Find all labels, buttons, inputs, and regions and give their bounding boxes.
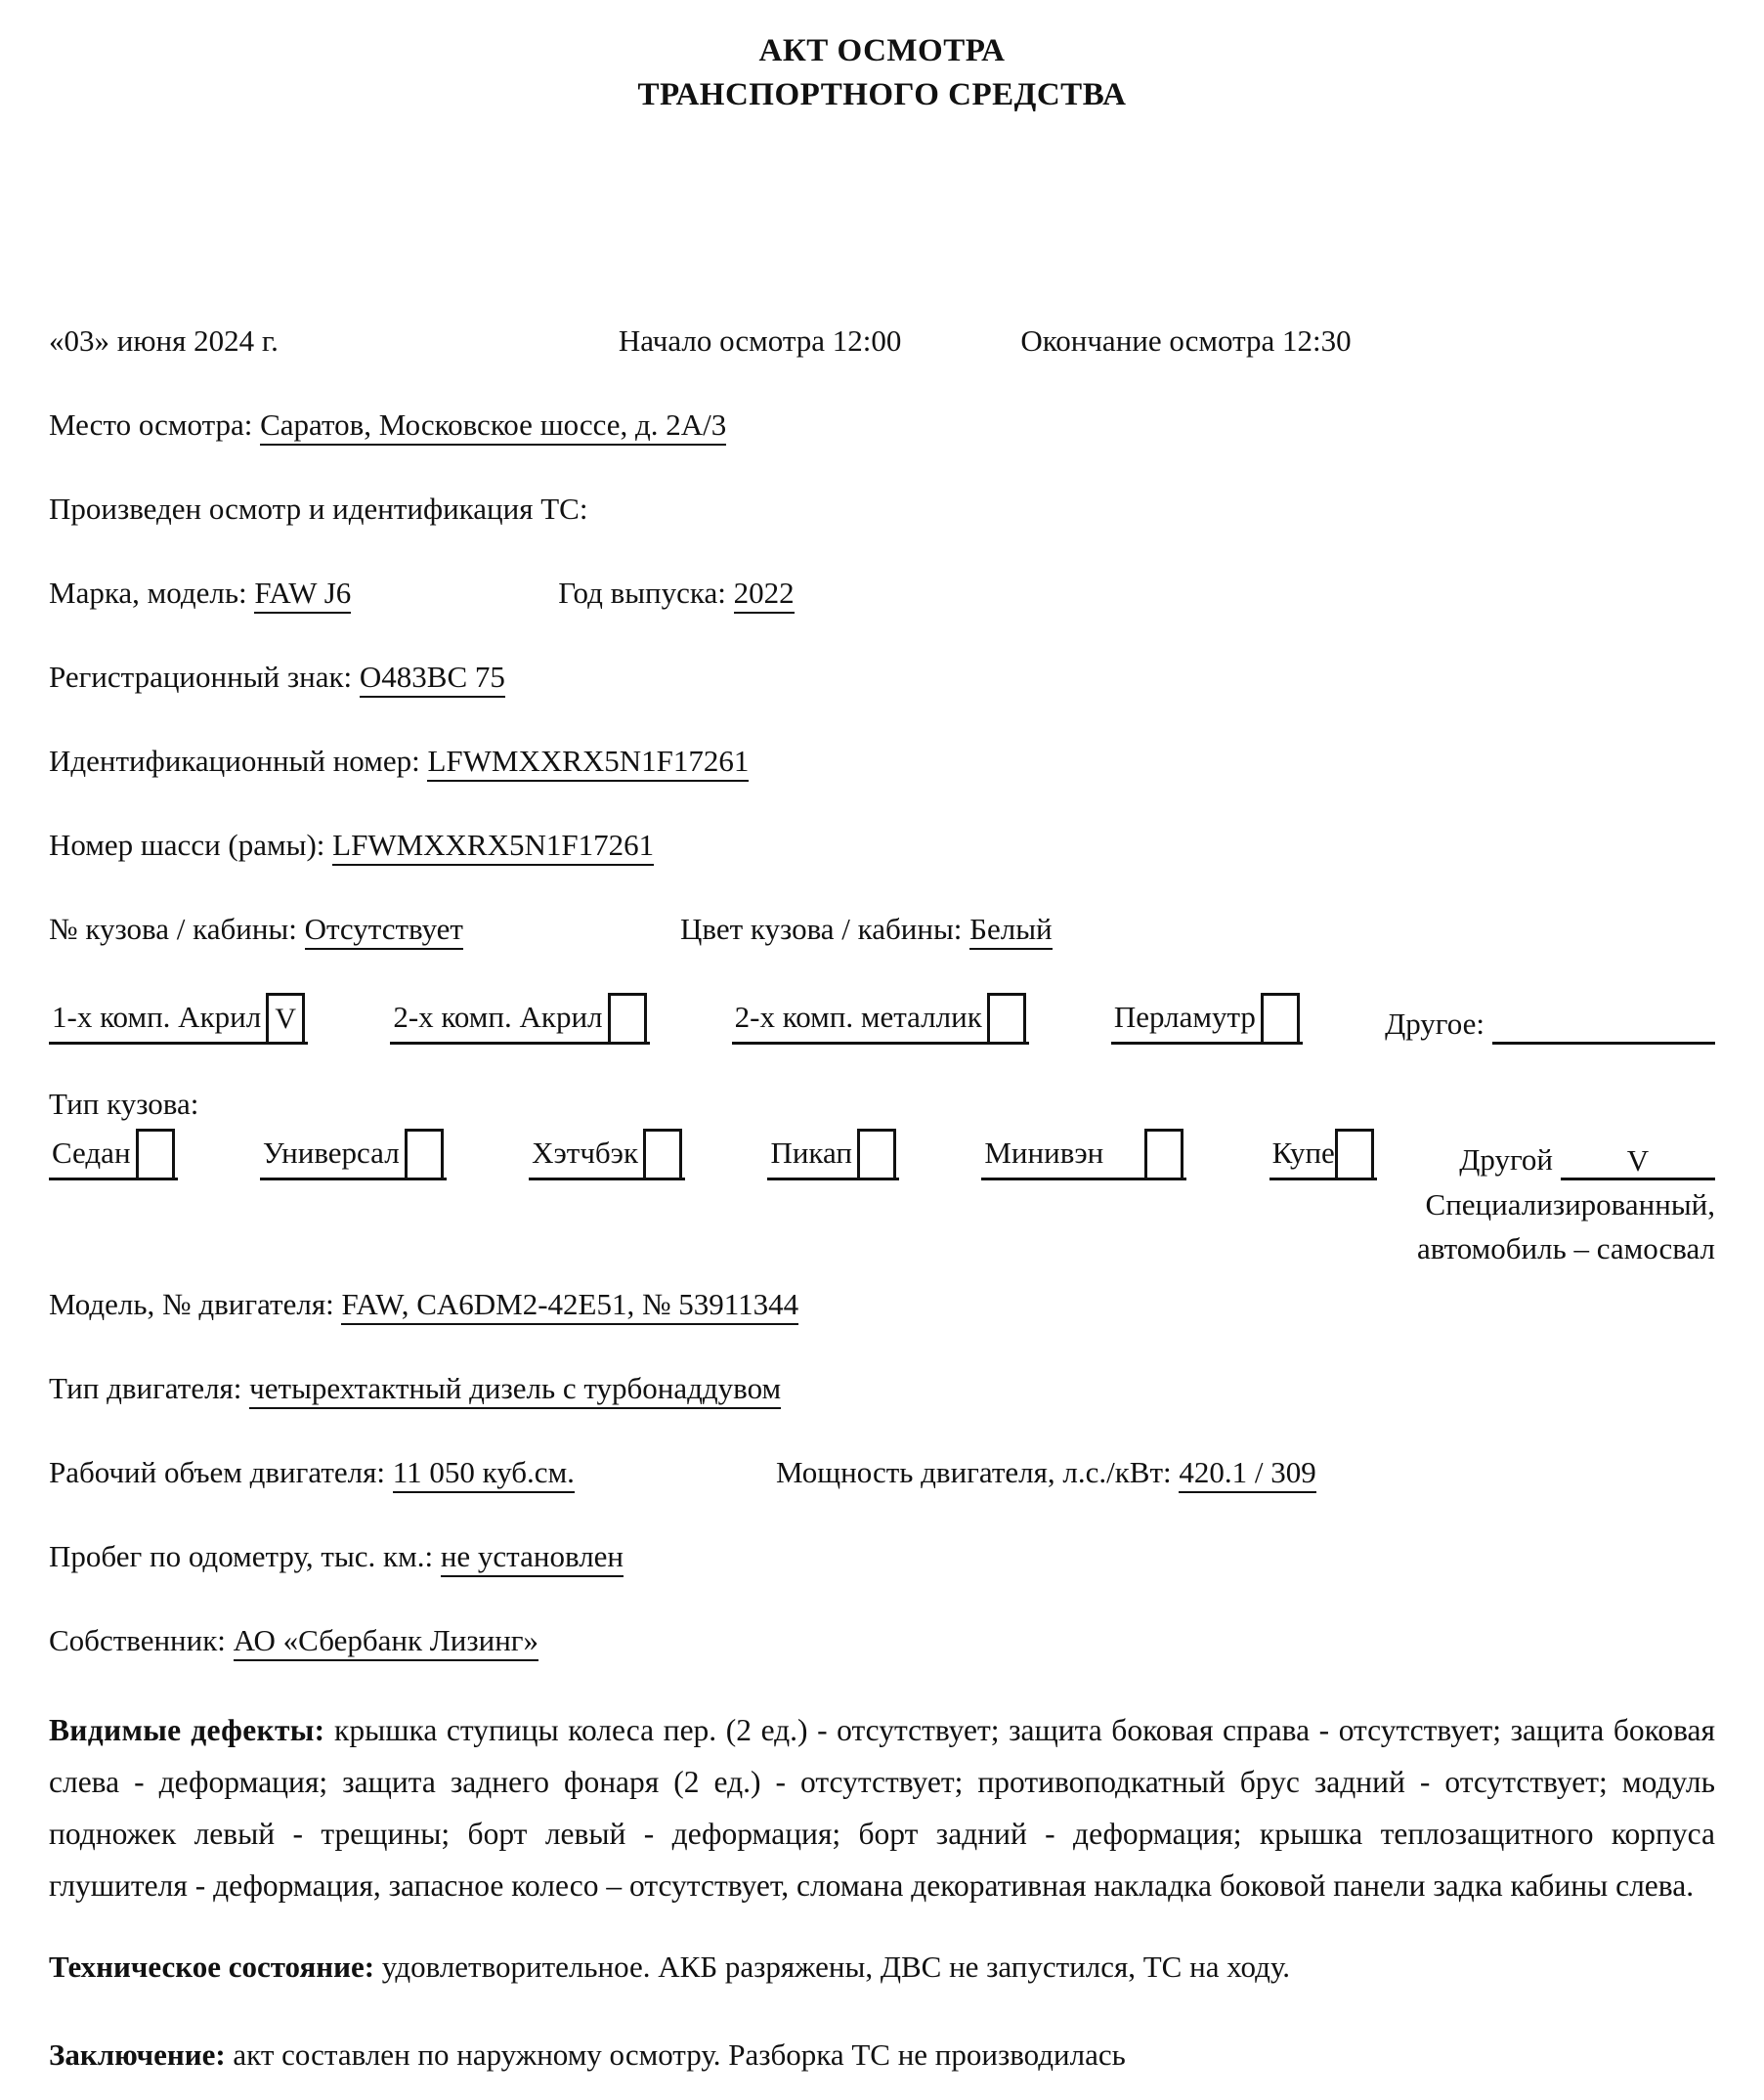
paint-other-blank-line (1492, 1006, 1715, 1045)
field-vin-value: LFWMXXRX5N1F17261 (427, 744, 749, 782)
body-type-pickup-checkbox (857, 1129, 896, 1178)
paint-option-1k-acrylic-label: 1-х комп. Акрил (52, 1000, 262, 1034)
paint-option-pearl-label: Перламутр (1113, 1000, 1256, 1034)
field-chassis (49, 825, 1715, 866)
document-title (49, 29, 1715, 117)
paint-option-2k-metallic-checkbox (987, 993, 1026, 1042)
body-type-pickup-label: Пикап (770, 1136, 852, 1170)
body-type-coupe (1269, 1129, 1377, 1180)
field-engine-model-label: Модель, № двигателя: (49, 1287, 334, 1321)
field-engine-model (49, 1284, 1715, 1325)
body-type-pickup (767, 1129, 899, 1180)
field-chassis-value: LFWMXXRX5N1F17261 (332, 828, 654, 866)
paint-option-pearl (1111, 993, 1303, 1045)
paint-option-1k-acrylic-checkbox: V (266, 993, 305, 1042)
field-engine-volume-value: 11 050 куб.см. (393, 1455, 575, 1493)
conclusion-paragraph (49, 2035, 1715, 2076)
field-body-number-color (49, 909, 1715, 950)
field-engine-type-value: четырехтактный дизель с турбонаддувом (249, 1371, 781, 1409)
defects-paragraph (49, 1704, 1715, 1911)
body-type-other-field (1459, 1139, 1715, 1180)
inspection-date: «03» июня 2024 г. (49, 323, 279, 358)
paint-option-2k-acrylic (390, 993, 649, 1045)
field-reg-plate-value: О483ВС 75 (360, 660, 505, 698)
field-make-model-label: Марка, модель: (49, 576, 247, 610)
field-reg-plate (49, 657, 1715, 698)
defects-label: Видимые дефекты: (49, 1713, 325, 1747)
body-type-coupe-checkbox (1335, 1129, 1374, 1178)
field-place-label: Место осмотра: (49, 407, 253, 442)
body-type-wagon (260, 1129, 447, 1180)
body-type-coupe-label: Купе (1271, 1136, 1335, 1170)
paint-option-2k-metallic (732, 993, 1029, 1045)
body-type-hatchback (529, 1129, 685, 1180)
condition-paragraph (49, 1947, 1715, 1988)
paint-option-2k-metallic-label: 2-х комп. металлик (734, 1000, 982, 1034)
field-engine-model-value: FAW, CA6DM2-42E51, № 53911344 (341, 1287, 798, 1325)
paint-option-pearl-checkbox (1261, 993, 1300, 1042)
field-owner-value: АО «Сбербанк Лизинг» (234, 1623, 538, 1661)
field-chassis-label: Номер шасси (рамы): (49, 828, 325, 862)
body-type-sedan-label: Седан (52, 1136, 131, 1170)
field-place-value: Саратов, Московское шоссе, д. 2А/3 (260, 407, 726, 446)
field-year-label: Год выпуска: (558, 576, 726, 610)
body-type-wagon-checkbox (405, 1129, 444, 1178)
field-owner (49, 1620, 1715, 1661)
field-owner-label: Собственник: (49, 1623, 226, 1657)
field-odometer-value: не установлен (441, 1539, 624, 1577)
body-type-hatchback-label: Хэтчбэк (532, 1136, 639, 1170)
field-engine-power-label: Мощность двигателя, л.с./кВт: (775, 1455, 1172, 1489)
body-type-label: Тип кузова: (49, 1087, 199, 1121)
condition-text: удовлетворительное. АКБ разряжены, ДВС не запустился, ТС на ходу. (381, 1950, 1291, 1984)
field-year-value: 2022 (734, 576, 795, 614)
conclusion-label: Заключение: (49, 2037, 226, 2072)
body-type-minivan (981, 1129, 1186, 1180)
field-engine-type-label: Тип двигателя: (49, 1371, 242, 1405)
field-make-model-value: FAW J6 (254, 576, 351, 614)
field-odometer (49, 1536, 1715, 1577)
header-row (49, 321, 1715, 362)
body-type-other-blank-line (1561, 1141, 1715, 1180)
conclusion-text: акт составлен по наружному осмотру. Разборка ТС не производилась (233, 2037, 1126, 2072)
body-type-sedan-checkbox (136, 1129, 175, 1178)
body-type-other-mark: V (1626, 1143, 1650, 1178)
body-type-minivan-checkbox (1144, 1129, 1183, 1178)
body-type-hatchback-checkbox (643, 1129, 682, 1178)
field-engine-volume-power (49, 1452, 1715, 1493)
inspection-end-time: Окончание осмотра 12:30 (1020, 323, 1352, 358)
paint-option-1k-acrylic (49, 993, 308, 1045)
field-odometer-label: Пробег по одометру, тыс. км.: (49, 1539, 434, 1573)
paint-other-field (1385, 1004, 1715, 1045)
field-body-color-label: Цвет кузова / кабины: (679, 912, 963, 946)
condition-label: Техническое состояние: (49, 1950, 375, 1984)
body-type-sedan (49, 1129, 178, 1180)
field-body-number-value: Отсутствует (305, 912, 463, 950)
field-place (49, 405, 1715, 446)
paint-option-2k-acrylic-checkbox (608, 993, 647, 1042)
inspection-note: Произведен осмотр и идентификация ТС: (49, 492, 588, 526)
body-type-other-note-line1: Специализированный, (1425, 1187, 1715, 1221)
paint-other-label: Другое: (1385, 1007, 1484, 1041)
field-engine-volume-label: Рабочий объем двигателя: (49, 1455, 385, 1489)
field-reg-plate-label: Регистрационный знак: (49, 660, 353, 694)
body-type-row (49, 1129, 1715, 1180)
body-type-other-note-line2: автомобиль – самосвал (1416, 1231, 1715, 1265)
document-title-line2: ТРАНСПОРТНОГО СРЕДСТВА (637, 77, 1127, 112)
document-title-line1: АКТ ОСМОТРА (758, 33, 1006, 68)
defects-text: крышка ступицы колеса пер. (2 ед.) - отсутствует; защита боковая справа - отсутствует; защита боковая слева - деформация; защита заднего фонаря (2 ед.) - отсутствует; противоподкатный брус задний - отсутствует; модуль подножек левый - трещины; борт левый - деформация; борт задний - деформация; крышка теплозащитного корпуса глушителя - деформация, запасное колесо – отсутствует, сломана декоративная накладка боковой панели задка кабины слева. (49, 1713, 1716, 1903)
field-engine-type (49, 1368, 1715, 1409)
field-body-color-value: Белый (969, 912, 1052, 950)
inspection-start-time: Начало осмотра 12:00 (618, 323, 902, 358)
paint-option-2k-acrylic-label: 2-х комп. Акрил (393, 1000, 603, 1034)
field-vin-label: Идентификационный номер: (49, 744, 420, 778)
body-type-minivan-label: Минивэн (984, 1136, 1104, 1170)
body-type-other-note (49, 1182, 1715, 1270)
field-vin (49, 741, 1715, 782)
paint-type-row (49, 993, 1715, 1045)
field-make-model-year (49, 573, 1715, 614)
body-type-other-label: Другой (1459, 1142, 1553, 1177)
field-body-number-label: № кузова / кабины: (49, 912, 297, 946)
field-engine-power-value: 420.1 / 309 (1179, 1455, 1315, 1493)
body-type-wagon-label: Универсал (262, 1136, 400, 1170)
